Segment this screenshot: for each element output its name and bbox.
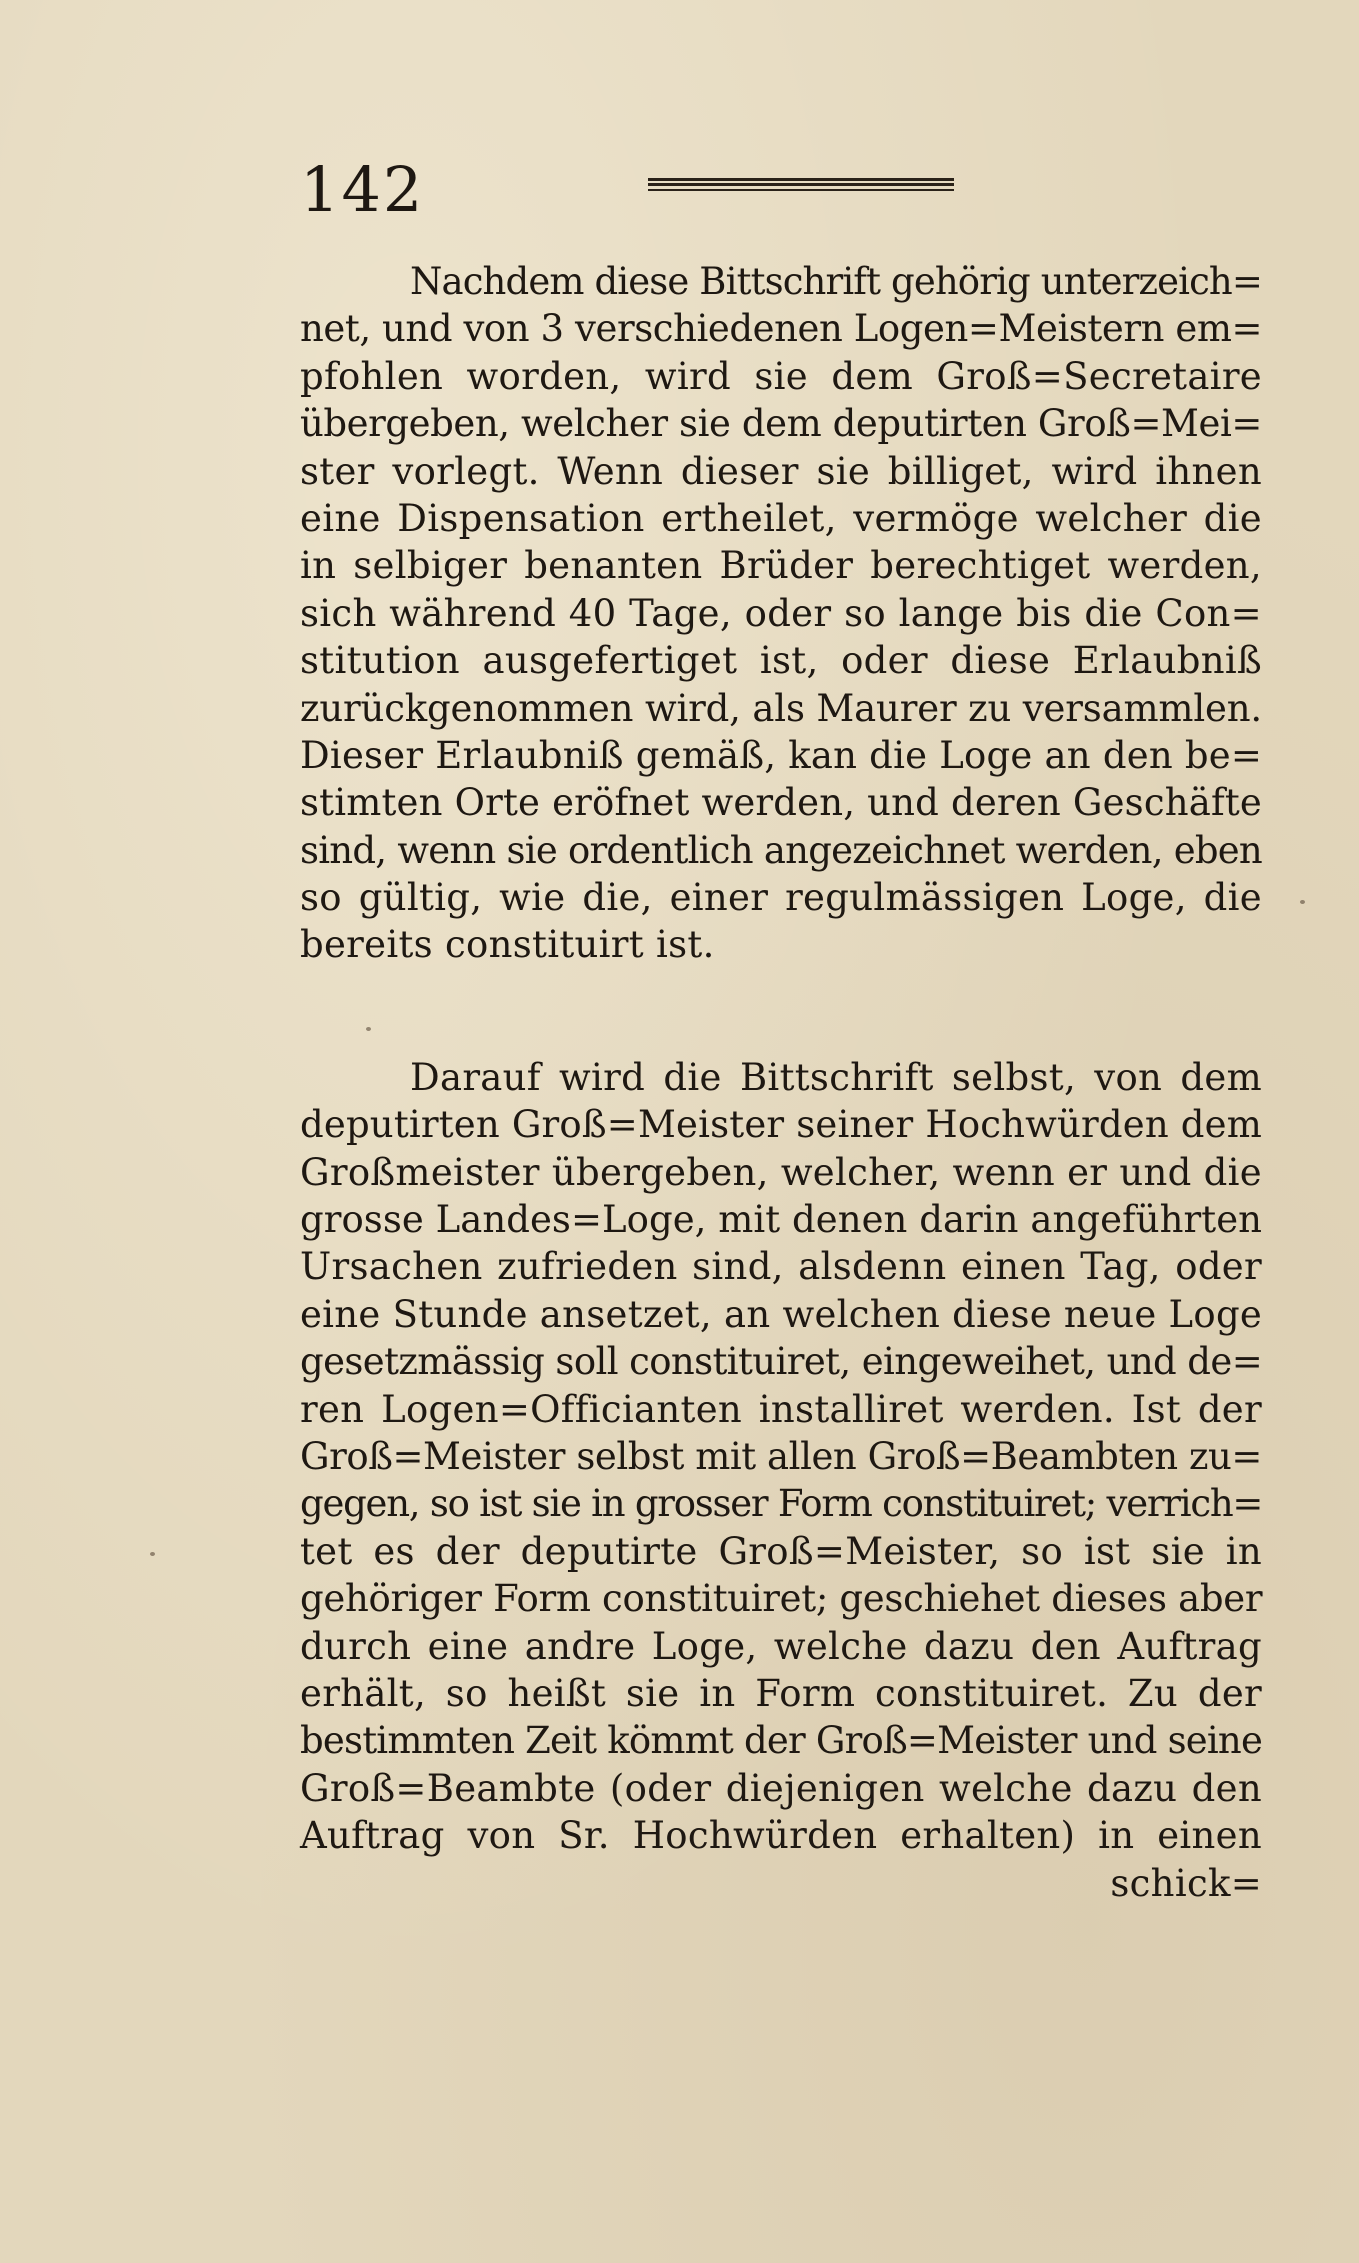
text-line: gesetzmässig soll constituiret, eingeweihet, und de= — [300, 1340, 1263, 1384]
text-line: Dieser Erlaubniß gemäß, kan die Loge an den be= — [300, 733, 1263, 777]
text-line: bestimmten Zeit kömmt der Groß=Meister und seine — [300, 1719, 1263, 1763]
text-line: Darauf wird die Bittschrift selbst, von dem — [410, 1055, 1262, 1099]
page-number: 142 — [300, 153, 425, 226]
text-line: eine Stunde ansetzet, an welchen diese neue Loge — [300, 1292, 1263, 1336]
text-line: bereits constituirt ist. — [300, 923, 715, 967]
paragraph-gap — [300, 969, 1262, 1054]
text-line: in selbiger benanten Brüder berechtiget werden, — [300, 544, 1262, 588]
text-line: zurückgenommen wird, als Maurer zu versammlen. — [300, 686, 1262, 730]
page-header — [300, 150, 1300, 230]
text-line: Groß=Beambte (oder diejenigen welche dazu den — [300, 1766, 1262, 1810]
text-line: Groß=Meister selbst mit allen Groß=Beambten zu= — [300, 1434, 1262, 1478]
catchword: schick= — [1110, 1861, 1262, 1905]
text-line: so gültig, wie die, einer regulmässigen Loge, die — [300, 876, 1262, 920]
text-line: Auftrag von Sr. Hochwürden erhalten) in einen — [300, 1814, 1262, 1858]
text-line: Großmeister übergeben, welcher, wenn er und die — [300, 1150, 1262, 1194]
header-rule — [648, 178, 954, 186]
text-line: sich während 40 Tage, oder so lange bis die Con= — [300, 591, 1262, 635]
text-line: deputirten Groß=Meister seiner Hochwürden dem — [300, 1103, 1263, 1147]
text-line: eine Dispensation ertheilet, vermöge welcher die — [300, 496, 1262, 540]
body-text — [300, 258, 1262, 1907]
paper-speck — [150, 1552, 155, 1556]
text-line: stimten Orte eröfnet werden, und deren Geschäfte — [300, 781, 1262, 825]
text-line: übergeben, welcher sie dem deputirten Groß=Mei= — [300, 402, 1262, 446]
text-line: grosse Landes=Loge, mit denen darin angeführten — [300, 1198, 1263, 1242]
text-line: Nachdem diese Bittschrift gehörig unterzeich= — [410, 260, 1263, 303]
text-line: Ursachen zufrieden sind, alsdenn einen Tag, oder — [300, 1245, 1262, 1289]
text-line: stitution ausgefertiget ist, oder diese Erlaubniß — [300, 639, 1262, 683]
text-line: sind, wenn sie ordentlich angezeichnet werden, eben — [300, 828, 1262, 872]
text-line: tet es der deputirte Groß=Meister, so ist sie in — [300, 1529, 1262, 1573]
text-line: net, und von 3 verschiedenen Logen=Meistern em= — [300, 307, 1263, 351]
text-line: gehöriger Form constituiret; geschiehet dieses aber — [300, 1577, 1263, 1621]
text-line: ster vorlegt. Wenn dieser sie billiget, wird ihnen — [300, 449, 1262, 493]
paper-speck — [366, 1027, 371, 1031]
text-line: erhält, so heißt sie in Form constituiret. Zu der — [300, 1671, 1262, 1715]
text-line: ren Logen=Officianten installiret werden. Ist der — [300, 1387, 1262, 1431]
paper-speck — [1300, 900, 1305, 904]
text-line: gegen, so ist sie in grosser Form constituiret; verrich= — [300, 1482, 1263, 1526]
text-line: pfohlen worden, wird sie dem Groß=Secretaire — [300, 354, 1262, 398]
text-line: durch eine andre Loge, welche dazu den Auftrag — [300, 1624, 1262, 1668]
